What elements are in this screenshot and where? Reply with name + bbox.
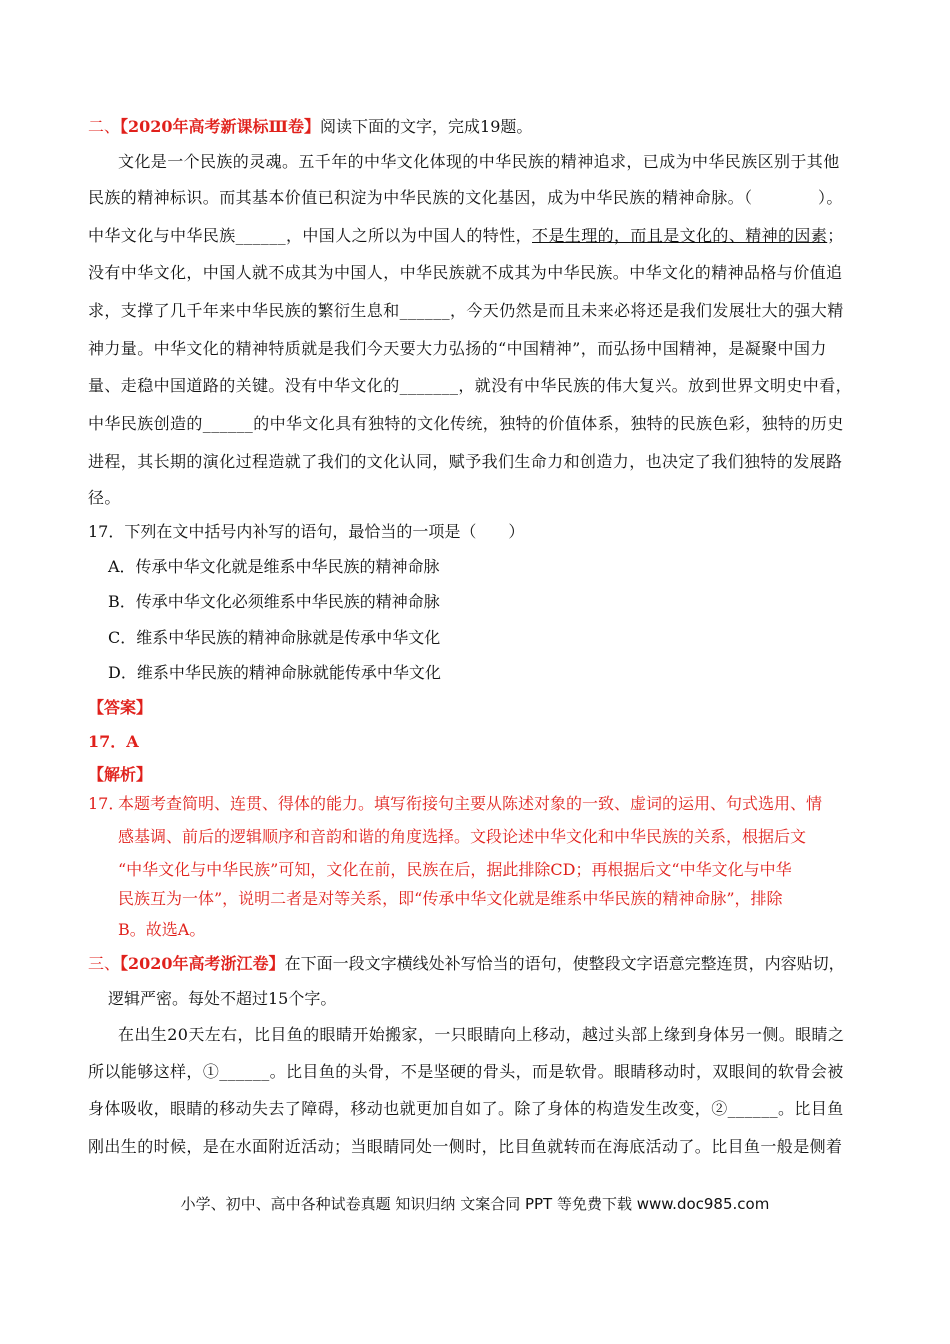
passage-1-line-3 xyxy=(88,225,844,247)
passage-2-line-3 xyxy=(88,1098,844,1120)
option-c: C．维系中华民族的精神命脉就是传承中华文化 xyxy=(108,628,441,647)
section-3-source: 【2020年高考浙江卷】 xyxy=(120,954,285,973)
analysis-line-1: 本题考查简明、连贯、得体的能力。填写衔接句主要从陈述对象的一致、虚词的运用、句式选用、情 xyxy=(118,794,823,813)
passage-1-line-1: 文化是一个民族的灵魂。五千年的中华文化体现的中华民族的精神追求，已成为中华民族区别于其他 xyxy=(118,152,840,171)
passage-1-line-5: 求，支撑了几千年来中华民族的繁衍生息和______，今天仍然是而且未来必将还是我们发展壮大的强大精 xyxy=(88,301,844,320)
passage-1-line-7: 量、走稳中国道路的关键。没有中华文化的_______，就没有中华民族的伟大复兴。放到世界文明史中看， xyxy=(88,376,853,395)
analysis-label: 【解析】 xyxy=(88,765,153,784)
analysis-number: 17． xyxy=(88,794,125,813)
analysis-line-3: “中华文化与中华民族”可知，文化在前，民族在后，据此排除CD；再根据后文“中华文化与中华 xyxy=(118,860,792,879)
section-3-instruction-line-2: 逻辑严密。每处不超过15个字。 xyxy=(108,989,337,1008)
section-2-instruction: 阅读下面的文字，完成19题。 xyxy=(320,117,533,136)
section-3-heading xyxy=(88,953,845,975)
passage-2-line-2-a: 所以能够这样， xyxy=(88,1062,203,1081)
answer-label: 【答案】 xyxy=(88,698,153,717)
passage-2-line-4: 刚出生的时候，是在水面附近活动；当眼睛同处一侧时，比目鱼就转而在海底活动了。比目鱼一般是侧着 xyxy=(88,1137,843,1156)
passage-1-line-3-b: ； xyxy=(827,226,844,245)
page-footer: 小学、初中、高中各种试卷真题 知识归纳 文案合同 PPT 等免费下载 www.doc985.com xyxy=(180,1195,770,1213)
passage-2-line-3-c: 。比目鱼 xyxy=(778,1099,844,1118)
passage-2-line-1: 在出生20天左右，比目鱼的眼睛开始搬家，一只眼睛向上移动，越过头部上缘到身体另一侧。眼睛之 xyxy=(118,1025,845,1044)
section-3-number: 三、 xyxy=(88,954,121,973)
passage-1-line-3-a: 中华文化与中华民族______，中国人之所以为中国人的特性， xyxy=(88,226,533,245)
passage-1-line-8: 中华民族创造的______的中华文化具有独特的文化传统，独特的价值体系，独特的民族色彩，独特的历史 xyxy=(88,414,844,433)
section-2-number: 二、 xyxy=(88,117,121,136)
option-b: B．传承中华文化必须维系中华民族的精神命脉 xyxy=(108,592,440,611)
analysis-line-5: B。故选A。 xyxy=(118,920,206,939)
section-3-instruction: 在下面一段文字横线处补写恰当的语句，使整段文字语意完整连贯，内容贴切， xyxy=(284,954,845,973)
option-a: A．传承中华文化就是维系中华民族的精神命脉 xyxy=(108,557,440,576)
blank-2: ②______ xyxy=(711,1099,779,1118)
passage-1-line-9: 进程，其长期的演化过程造就了我们的文化认同，赋予我们生命力和创造力，也决定了我们独特的发展路 xyxy=(88,452,843,471)
question-17-stem: 17．下列在文中括号内补写的语句，最恰当的一项是（ ） xyxy=(88,522,525,541)
analysis-line-4: 民族互为一体”，说明二者是对等关系，即“传承中华文化就是维系中华民族的精神命脉”，排除 xyxy=(118,889,783,908)
blank-1: ①______ xyxy=(202,1062,270,1081)
option-d: D．维系中华民族的精神命脉就能传承中华文化 xyxy=(108,663,441,682)
passage-1-line-10: 径。 xyxy=(88,488,121,507)
section-2-heading xyxy=(88,116,532,138)
passage-2-line-2 xyxy=(88,1061,844,1083)
passage-1-line-6: 神力量。中华文化的精神特质就是我们今天要大力弘扬的“中国精神”，而弘扬中国精神，是凝聚中国力 xyxy=(88,339,827,358)
analysis-line-2: 感基调、前后的逻辑顺序和音韵和谐的角度选择。文段论述中华文化和中华民族的关系，根据后文 xyxy=(118,827,807,846)
passage-1-line-2: 民族的精神标识。而其基本价值已积淀为中华民族的文化基因，成为中华民族的精神命脉。（ ）。 xyxy=(88,188,843,207)
underlined-sentence: 不是生理的，而且是文化的、精神的因素 xyxy=(532,226,828,245)
passage-2-line-2-c: 。比目鱼的头骨，不是坚硬的骨头，而是软骨。眼睛移动时，双眼间的软骨会被 xyxy=(269,1062,844,1081)
passage-1-line-4: 没有中华文化，中国人就不成其为中国人，中华民族就不成其为中华民族。中华文化的精神品格与价值追 xyxy=(88,263,843,282)
section-2-source: 【2020年高考新课标Ⅲ卷】 xyxy=(120,117,321,136)
passage-2-line-3-a: 身体吸收，眼睛的移动失去了障碍，移动也就更加自如了。除了身体的构造发生改变， xyxy=(88,1099,712,1118)
answer-value: 17．A xyxy=(88,732,139,751)
